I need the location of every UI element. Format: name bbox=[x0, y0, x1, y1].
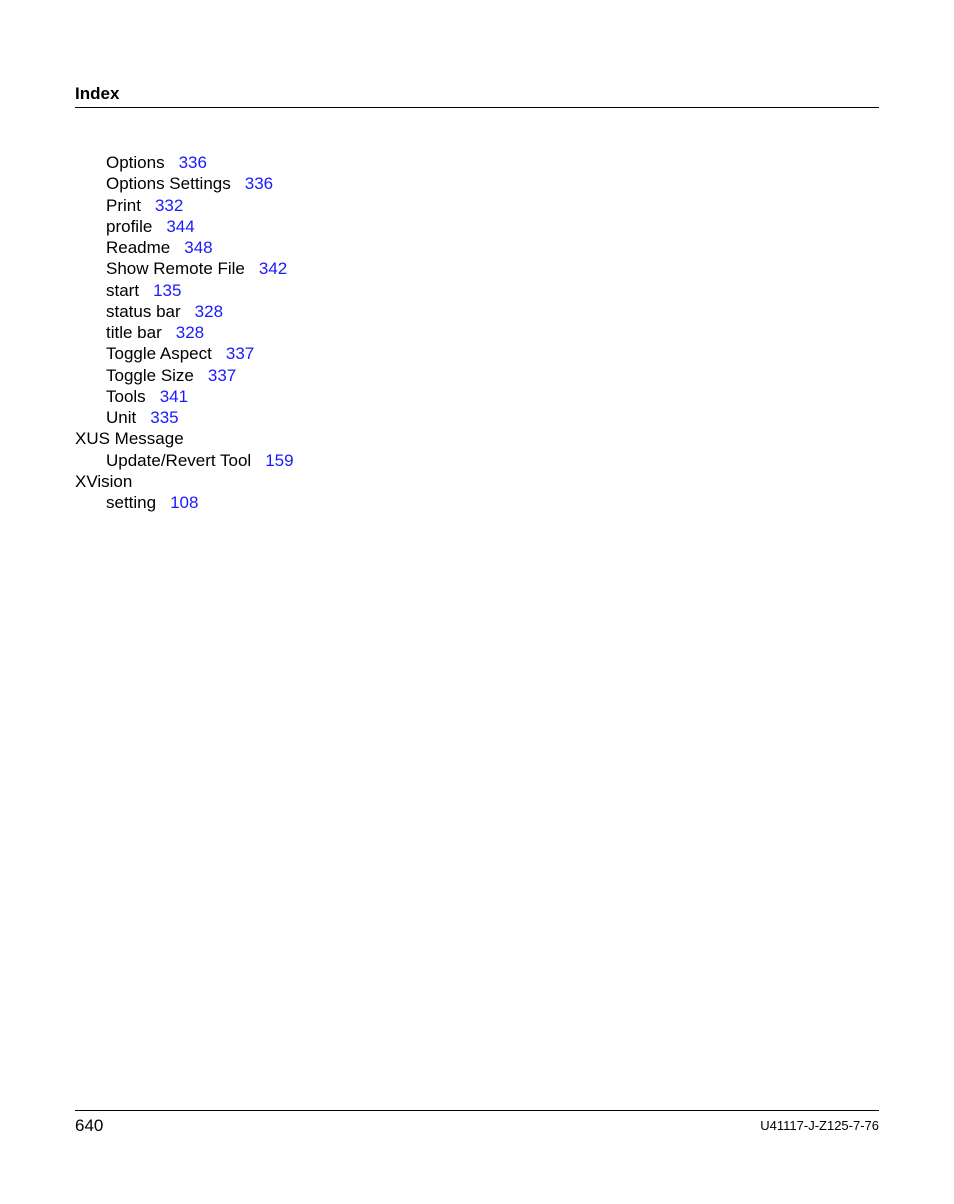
index-entry-main bbox=[75, 428, 879, 449]
index-entry bbox=[75, 492, 879, 513]
page-link[interactable]: 342 bbox=[258, 259, 288, 279]
page-footer bbox=[75, 1110, 879, 1141]
index-term: XUS Message bbox=[75, 429, 184, 449]
index-entry-list bbox=[75, 152, 879, 513]
index-term: profile bbox=[106, 216, 153, 236]
index-entry bbox=[75, 301, 879, 322]
page-link[interactable]: 348 bbox=[184, 238, 213, 257]
index-term: Update/Revert Tool bbox=[106, 450, 252, 470]
index-entry bbox=[75, 322, 879, 343]
page-link[interactable]: 108 bbox=[170, 493, 199, 512]
index-entry bbox=[75, 280, 879, 301]
page-link[interactable]: 159 bbox=[265, 450, 294, 470]
index-entry bbox=[75, 258, 879, 279]
index-entry bbox=[75, 152, 879, 173]
index-term: Tools bbox=[106, 386, 146, 406]
index-term: start bbox=[106, 280, 140, 300]
page-link[interactable]: 344 bbox=[166, 216, 195, 236]
index-entry bbox=[75, 365, 879, 386]
page-title: Index bbox=[75, 84, 120, 103]
page-link[interactable]: 328 bbox=[194, 301, 224, 321]
document-code: U41117-J-Z125-7-76 bbox=[760, 1118, 879, 1133]
page-link[interactable]: 337 bbox=[207, 365, 237, 385]
index-term: XVision bbox=[75, 471, 133, 491]
page-header bbox=[75, 84, 879, 108]
index-entry bbox=[75, 407, 879, 428]
index-term: title bar bbox=[106, 323, 162, 342]
index-term: Unit bbox=[106, 408, 137, 427]
page-number: 640 bbox=[75, 1116, 104, 1135]
index-entry bbox=[75, 386, 879, 407]
index-entry bbox=[75, 343, 879, 364]
index-entry bbox=[75, 216, 879, 237]
index-term: Print bbox=[106, 195, 141, 215]
index-entry bbox=[75, 237, 879, 258]
page-link[interactable]: 335 bbox=[150, 408, 179, 427]
index-term: Options Settings bbox=[106, 174, 231, 194]
page-link[interactable]: 336 bbox=[178, 153, 207, 172]
index-term: status bar bbox=[106, 301, 181, 321]
page-link[interactable]: 332 bbox=[154, 195, 184, 215]
index-term: Toggle Size bbox=[106, 365, 194, 385]
page-link[interactable]: 336 bbox=[244, 174, 274, 194]
index-term: setting bbox=[106, 493, 157, 512]
page-link[interactable]: 135 bbox=[153, 280, 182, 300]
index-entry-main bbox=[75, 471, 879, 492]
page-link[interactable]: 337 bbox=[225, 344, 255, 364]
page-link[interactable]: 341 bbox=[159, 386, 189, 406]
index-term: Toggle Aspect bbox=[106, 344, 212, 364]
page-link[interactable]: 328 bbox=[175, 323, 205, 342]
index-term: Readme bbox=[106, 238, 171, 257]
index-term: Options bbox=[106, 153, 165, 172]
index-entry bbox=[75, 195, 879, 216]
index-entry bbox=[75, 450, 879, 471]
index-term: Show Remote File bbox=[106, 259, 245, 279]
index-entry bbox=[75, 173, 879, 194]
